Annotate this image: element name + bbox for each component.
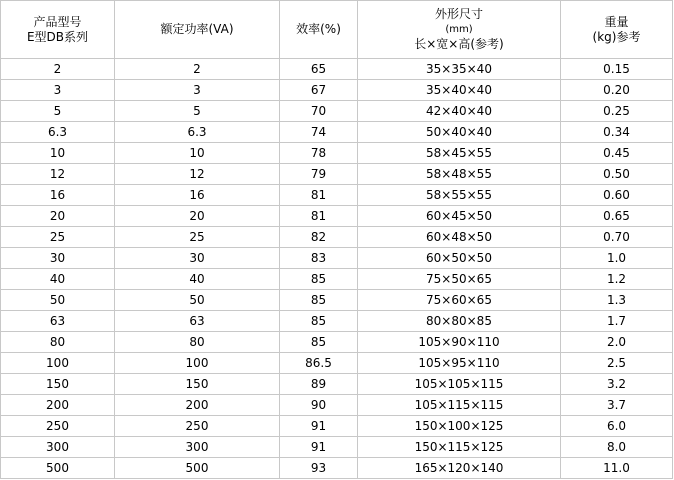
cell-weight: 0.15 (561, 59, 672, 79)
table-row (1, 248, 672, 268)
header-power-line1: 额定功率(VA) (160, 22, 234, 36)
table-row (1, 206, 672, 226)
cell-dimensions: 150×115×125 (358, 437, 560, 457)
cell-efficiency: 78 (280, 143, 357, 163)
cell-efficiency: 91 (280, 416, 357, 436)
cell-model: 3 (1, 80, 114, 100)
cell-dimensions: 50×40×40 (358, 122, 560, 142)
cell-model: 300 (1, 437, 114, 457)
cell-power: 30 (115, 248, 279, 268)
cell-efficiency: 74 (280, 122, 357, 142)
cell-power: 10 (115, 143, 279, 163)
cell-power: 5 (115, 101, 279, 121)
cell-power: 300 (115, 437, 279, 457)
cell-weight: 1.3 (561, 290, 672, 310)
header-weight (561, 1, 672, 58)
cell-weight: 0.70 (561, 227, 672, 247)
header-model (1, 1, 114, 58)
cell-weight: 1.7 (561, 311, 672, 331)
cell-weight: 2.0 (561, 332, 672, 352)
cell-power: 12 (115, 164, 279, 184)
header-dimensions-line1: 外形尺寸 (434, 7, 483, 21)
cell-model: 12 (1, 164, 114, 184)
header-efficiency-line1: 效率(%) (296, 22, 341, 36)
cell-efficiency: 79 (280, 164, 357, 184)
table-row (1, 185, 672, 205)
cell-model: 500 (1, 458, 114, 478)
cell-dimensions: 58×45×55 (358, 143, 560, 163)
cell-weight: 0.34 (561, 122, 672, 142)
cell-weight: 1.2 (561, 269, 672, 289)
cell-power: 200 (115, 395, 279, 415)
cell-weight: 0.50 (561, 164, 672, 184)
header-efficiency (280, 1, 357, 58)
cell-dimensions: 105×95×110 (358, 353, 560, 373)
table-row (1, 143, 672, 163)
cell-dimensions: 58×48×55 (358, 164, 560, 184)
cell-power: 40 (115, 269, 279, 289)
cell-dimensions: 105×105×115 (358, 374, 560, 394)
cell-power: 6.3 (115, 122, 279, 142)
cell-power: 2 (115, 59, 279, 79)
cell-efficiency: 83 (280, 248, 357, 268)
table-row (1, 458, 672, 478)
header-weight-line1: 重量 (604, 14, 629, 29)
cell-power: 50 (115, 290, 279, 310)
cell-dimensions: 75×60×65 (358, 290, 560, 310)
cell-power: 250 (115, 416, 279, 436)
cell-efficiency: 82 (280, 227, 357, 247)
table-row (1, 269, 672, 289)
table-row (1, 311, 672, 331)
cell-weight: 11.0 (561, 458, 672, 478)
cell-power: 500 (115, 458, 279, 478)
cell-efficiency: 85 (280, 332, 357, 352)
table-row (1, 353, 672, 373)
header-model-line2: E型DB系列 (26, 29, 89, 44)
cell-power: 16 (115, 185, 279, 205)
table-row (1, 59, 672, 79)
table-row (1, 227, 672, 247)
cell-model: 250 (1, 416, 114, 436)
table-row (1, 437, 672, 457)
cell-dimensions: 60×48×50 (358, 227, 560, 247)
cell-model: 100 (1, 353, 114, 373)
cell-dimensions: 42×40×40 (358, 101, 560, 121)
cell-dimensions: 58×55×55 (358, 185, 560, 205)
cell-efficiency: 65 (280, 59, 357, 79)
cell-model: 200 (1, 395, 114, 415)
cell-dimensions: 60×50×50 (358, 248, 560, 268)
cell-model: 25 (1, 227, 114, 247)
header-weight-line2: (kg)参考 (592, 29, 641, 44)
cell-dimensions: 80×80×85 (358, 311, 560, 331)
cell-weight: 3.2 (561, 374, 672, 394)
table-row (1, 80, 672, 100)
cell-efficiency: 90 (280, 395, 357, 415)
cell-model: 80 (1, 332, 114, 352)
cell-efficiency: 81 (280, 206, 357, 226)
header-dimensions-line3: 长×宽×高(参考) (414, 37, 504, 51)
cell-weight: 6.0 (561, 416, 672, 436)
cell-model: 10 (1, 143, 114, 163)
cell-weight: 2.5 (561, 353, 672, 373)
cell-efficiency: 85 (280, 311, 357, 331)
cell-efficiency: 81 (280, 185, 357, 205)
header-dimensions-line2: (mm) (445, 24, 473, 35)
cell-weight: 0.65 (561, 206, 672, 226)
cell-dimensions: 35×35×40 (358, 59, 560, 79)
cell-weight: 1.0 (561, 248, 672, 268)
cell-efficiency: 70 (280, 101, 357, 121)
cell-model: 6.3 (1, 122, 114, 142)
cell-model: 2 (1, 59, 114, 79)
table-row (1, 290, 672, 310)
header-model-line1: 产品型号 (33, 14, 82, 29)
cell-power: 3 (115, 80, 279, 100)
cell-power: 80 (115, 332, 279, 352)
header-row (1, 1, 672, 58)
cell-weight: 8.0 (561, 437, 672, 457)
cell-weight: 0.25 (561, 101, 672, 121)
cell-dimensions: 75×50×65 (358, 269, 560, 289)
cell-efficiency: 85 (280, 269, 357, 289)
cell-dimensions: 35×40×40 (358, 80, 560, 100)
cell-model: 63 (1, 311, 114, 331)
cell-model: 5 (1, 101, 114, 121)
table-row (1, 164, 672, 184)
cell-weight: 0.60 (561, 185, 672, 205)
cell-model: 16 (1, 185, 114, 205)
cell-model: 30 (1, 248, 114, 268)
cell-power: 150 (115, 374, 279, 394)
cell-weight: 0.45 (561, 143, 672, 163)
table-row (1, 374, 672, 394)
table-row (1, 101, 672, 121)
table-row (1, 395, 672, 415)
cell-model: 20 (1, 206, 114, 226)
cell-weight: 0.20 (561, 80, 672, 100)
table-row (1, 416, 672, 436)
cell-efficiency: 89 (280, 374, 357, 394)
table-body (1, 59, 672, 478)
table-row (1, 332, 672, 352)
cell-model: 150 (1, 374, 114, 394)
cell-model: 40 (1, 269, 114, 289)
cell-power: 63 (115, 311, 279, 331)
cell-efficiency: 86.5 (280, 353, 357, 373)
cell-dimensions: 150×100×125 (358, 416, 560, 436)
header-dimensions (358, 1, 560, 58)
cell-dimensions: 60×45×50 (358, 206, 560, 226)
cell-weight: 3.7 (561, 395, 672, 415)
table-header (1, 1, 672, 58)
cell-dimensions: 105×90×110 (358, 332, 560, 352)
cell-power: 25 (115, 227, 279, 247)
cell-efficiency: 93 (280, 458, 357, 478)
cell-model: 50 (1, 290, 114, 310)
cell-power: 20 (115, 206, 279, 226)
cell-efficiency: 67 (280, 80, 357, 100)
cell-power: 100 (115, 353, 279, 373)
cell-efficiency: 85 (280, 290, 357, 310)
cell-dimensions: 105×115×115 (358, 395, 560, 415)
header-power (115, 1, 279, 58)
table-row (1, 122, 672, 142)
cell-efficiency: 91 (280, 437, 357, 457)
cell-dimensions: 165×120×140 (358, 458, 560, 478)
